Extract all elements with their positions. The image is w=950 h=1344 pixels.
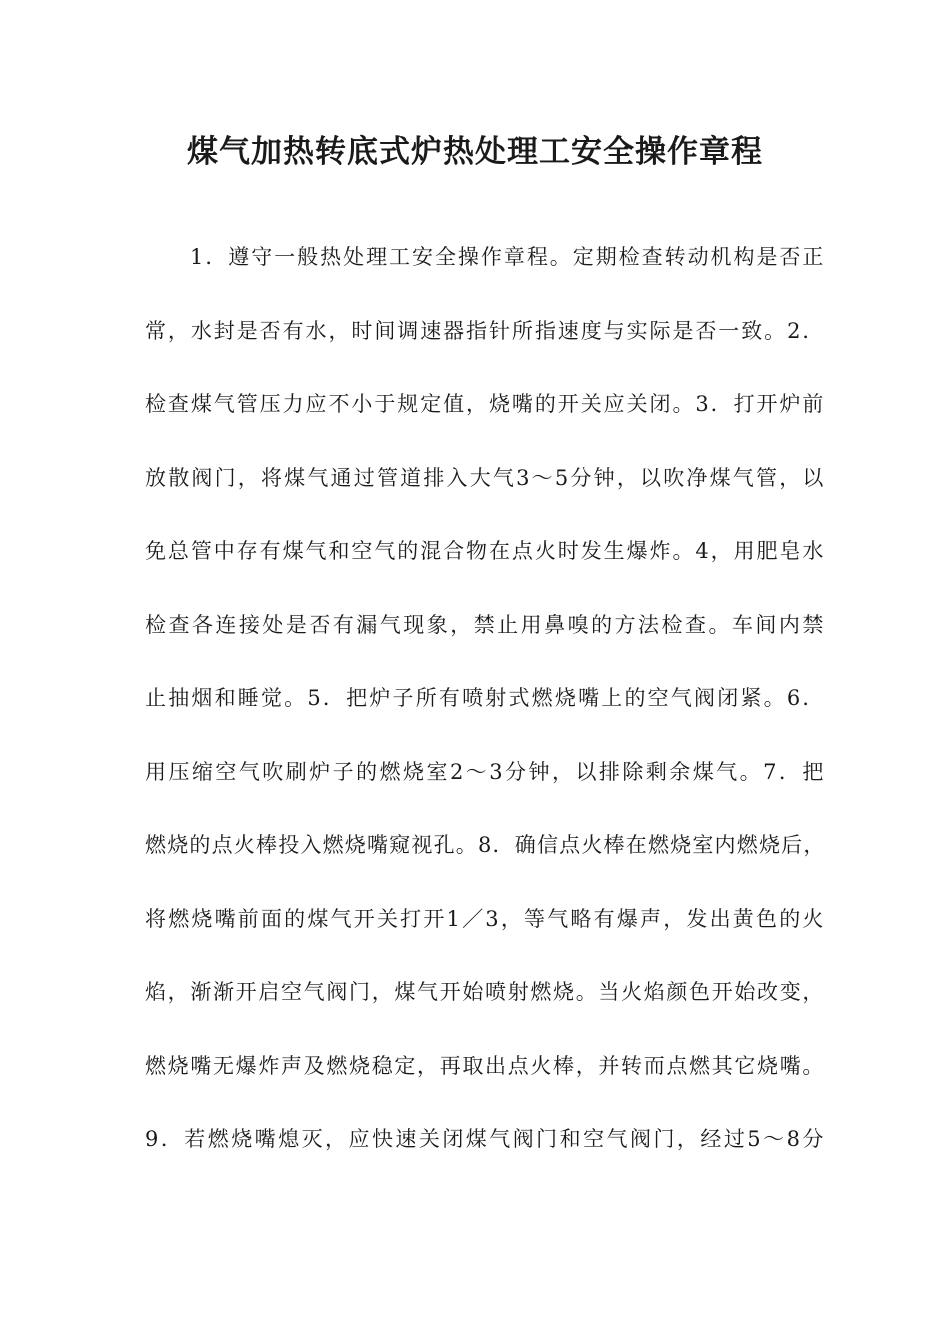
body-line: 检查煤气管压力应不小于规定值，烧嘴的开关应关闭。3．打开炉前 [145,392,825,416]
body-line: 1．遵守一般热处理工安全操作章程。定期检查转动机构是否正 [190,245,825,269]
body-line: 免总管中存有煤气和空气的混合物在点火时发生爆炸。4，用肥皂水 [145,539,825,563]
document-title: 煤气加热转底式炉热处理工安全操作章程 [187,134,763,170]
body-line: 9．若燃烧嘴熄灭，应快速关闭煤气阀门和空气阀门，经过5～8分 [145,1127,825,1151]
body-line: 止抽烟和睡觉。5．把炉子所有喷射式燃烧嘴上的空气阀闭紧。6． [145,686,825,710]
body-line: 放散阀门，将煤气通过管道排入大气3～5分钟，以吹净煤气管，以 [145,465,825,490]
body-line: 燃烧的点火棒投入燃烧嘴窥视孔。8．确信点火棒在燃烧室内燃烧后， [145,833,826,857]
body-line: 将燃烧嘴前面的煤气开关打开1／3，等气略有爆声，发出黄色的火 [145,906,825,931]
document-body [145,235,825,1191]
body-line: 用压缩空气吹刷炉子的燃烧室2～3分钟，以排除剩余煤气。7．把 [145,759,825,784]
body-line: 焰，渐渐开启空气阀门，煤气开始喷射燃烧。当火焰颜色开始改变， [145,980,825,1004]
body-line: 检查各连接处是否有漏气现象，禁止用鼻嗅的方法检查。车间内禁 [145,612,825,637]
body-line: 常，水封是否有水，时间调速器指针所指速度与实际是否一致。2． [145,318,825,343]
body-line: 燃烧嘴无爆炸声及燃烧稳定，再取出点火棒，并转而点燃其它烧嘴。 [145,1053,825,1078]
